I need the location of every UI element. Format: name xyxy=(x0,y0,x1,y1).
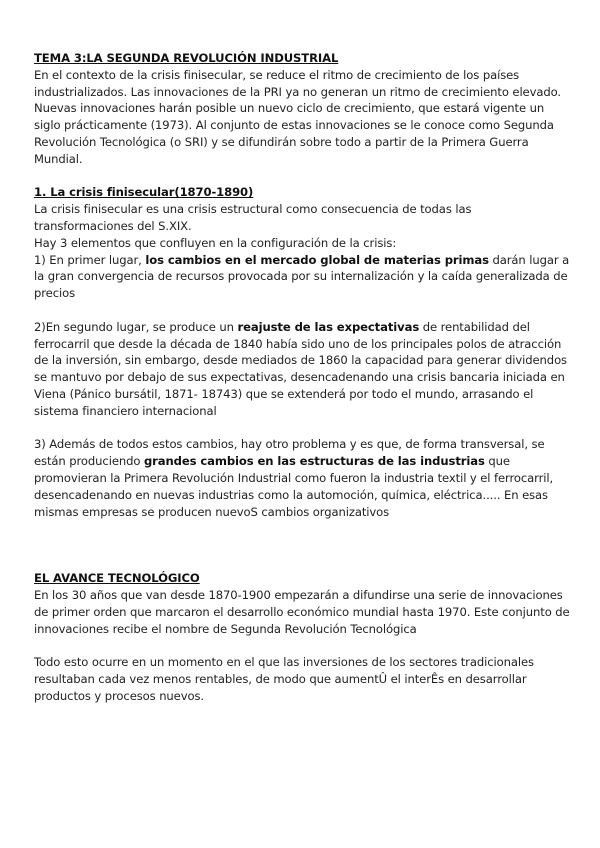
paragraph: En el contexto de la crisis finisecular, se reduce el ritmo de crecimiento de los países industrializados. Las innovaciones de la PRI ya no generan un ritmo de crecimiento elevado. xyxy=(34,67,561,99)
spacer xyxy=(34,638,570,655)
bold-text: los cambios en el mercado global de materias primas xyxy=(145,252,489,267)
paragraph: La crisis finisecular es una crisis estructural como consecuencia de todas las transformaciones del S.XIX. xyxy=(34,202,472,233)
bold-text: reajuste de las expectativas xyxy=(237,319,420,334)
spacer xyxy=(34,420,570,437)
paragraph: Hay 3 elementos que confluyen en la configuración de la crisis: xyxy=(34,235,397,250)
paragraph: Nuevas innovaciones harán posible un nuevo ciclo de crecimiento, que estará vigente un siglo prácticamente (1973). Al conjunto de estas innovaciones se le conoce como Segunda Revolución Tecnológica (o SRI) y se difundirán sobre todo a partir de la Primera Guerra Mundial. xyxy=(34,101,554,166)
spacer xyxy=(34,168,570,185)
section-title-crisis: 1. La crisis finisecular(1870-1890) xyxy=(34,185,254,200)
spacer xyxy=(34,520,570,570)
section-title-avance: EL AVANCE TECNOLÓGICO xyxy=(34,571,200,586)
section-title-tema3: TEMA 3:LA SEGUNDA REVOLUCIÓN INDUSTRIAL xyxy=(34,51,339,65)
list-item-1: 1) En primer lugar, los cambios en el mercado global de materias primas darán lugar a la gran convergencia de recursos provocada por su internalización y la caída generalizada de precios xyxy=(34,252,570,301)
paragraph: Todo esto ocurre en un momento en el que las inversiones de los sectores tradicionales resultaban cada vez menos rentables, de modo que aumentÛ el interÊs en desarrollar productos y procesos nuevos. xyxy=(34,655,534,703)
spacer xyxy=(34,302,570,319)
list-item-2: 2)En segundo lugar, se produce un reajuste de las expectativas de rentabilidad del ferrocarril que desde la década de 1840 había sido uno de los principales polos de atracción de la inversión, sin embargo, desde mediados de 1860 la capacidad para generar dividendos se mantuvo por debajo de sus expectativas, desencadenando una crisis bancaria iniciada en Viena (Pánico bursátil, 1871- 18743) que se extenderá por todo el mundo, arrasando el sistema financiero internacional xyxy=(34,319,568,418)
paragraph: En los 30 años que van desde 1870-1900 empezarán a difundirse una serie de innovaciones de primer orden que marcaron el desarrollo económico mundial hasta 1970. Este conjunto de innovaciones recibe el nombre de Segunda Revolución Tecnológica xyxy=(34,588,570,636)
document-page xyxy=(34,50,570,705)
bold-text: grandes cambios en las estructuras de las industrias xyxy=(143,454,485,469)
list-item-3: 3) Además de todos estos cambios, hay otro problema y es que, de forma transversal, se están produciendo grandes cambios en las estructuras de las industrias que promovieran la Primera Revolución Industrial como fueron la industria textil y el ferrocarril, desencadenando en nuevas industrias como la automoción, química, eléctrica..... En esas mismas empresas se producen nuevoS cambios organizativos xyxy=(34,437,554,519)
